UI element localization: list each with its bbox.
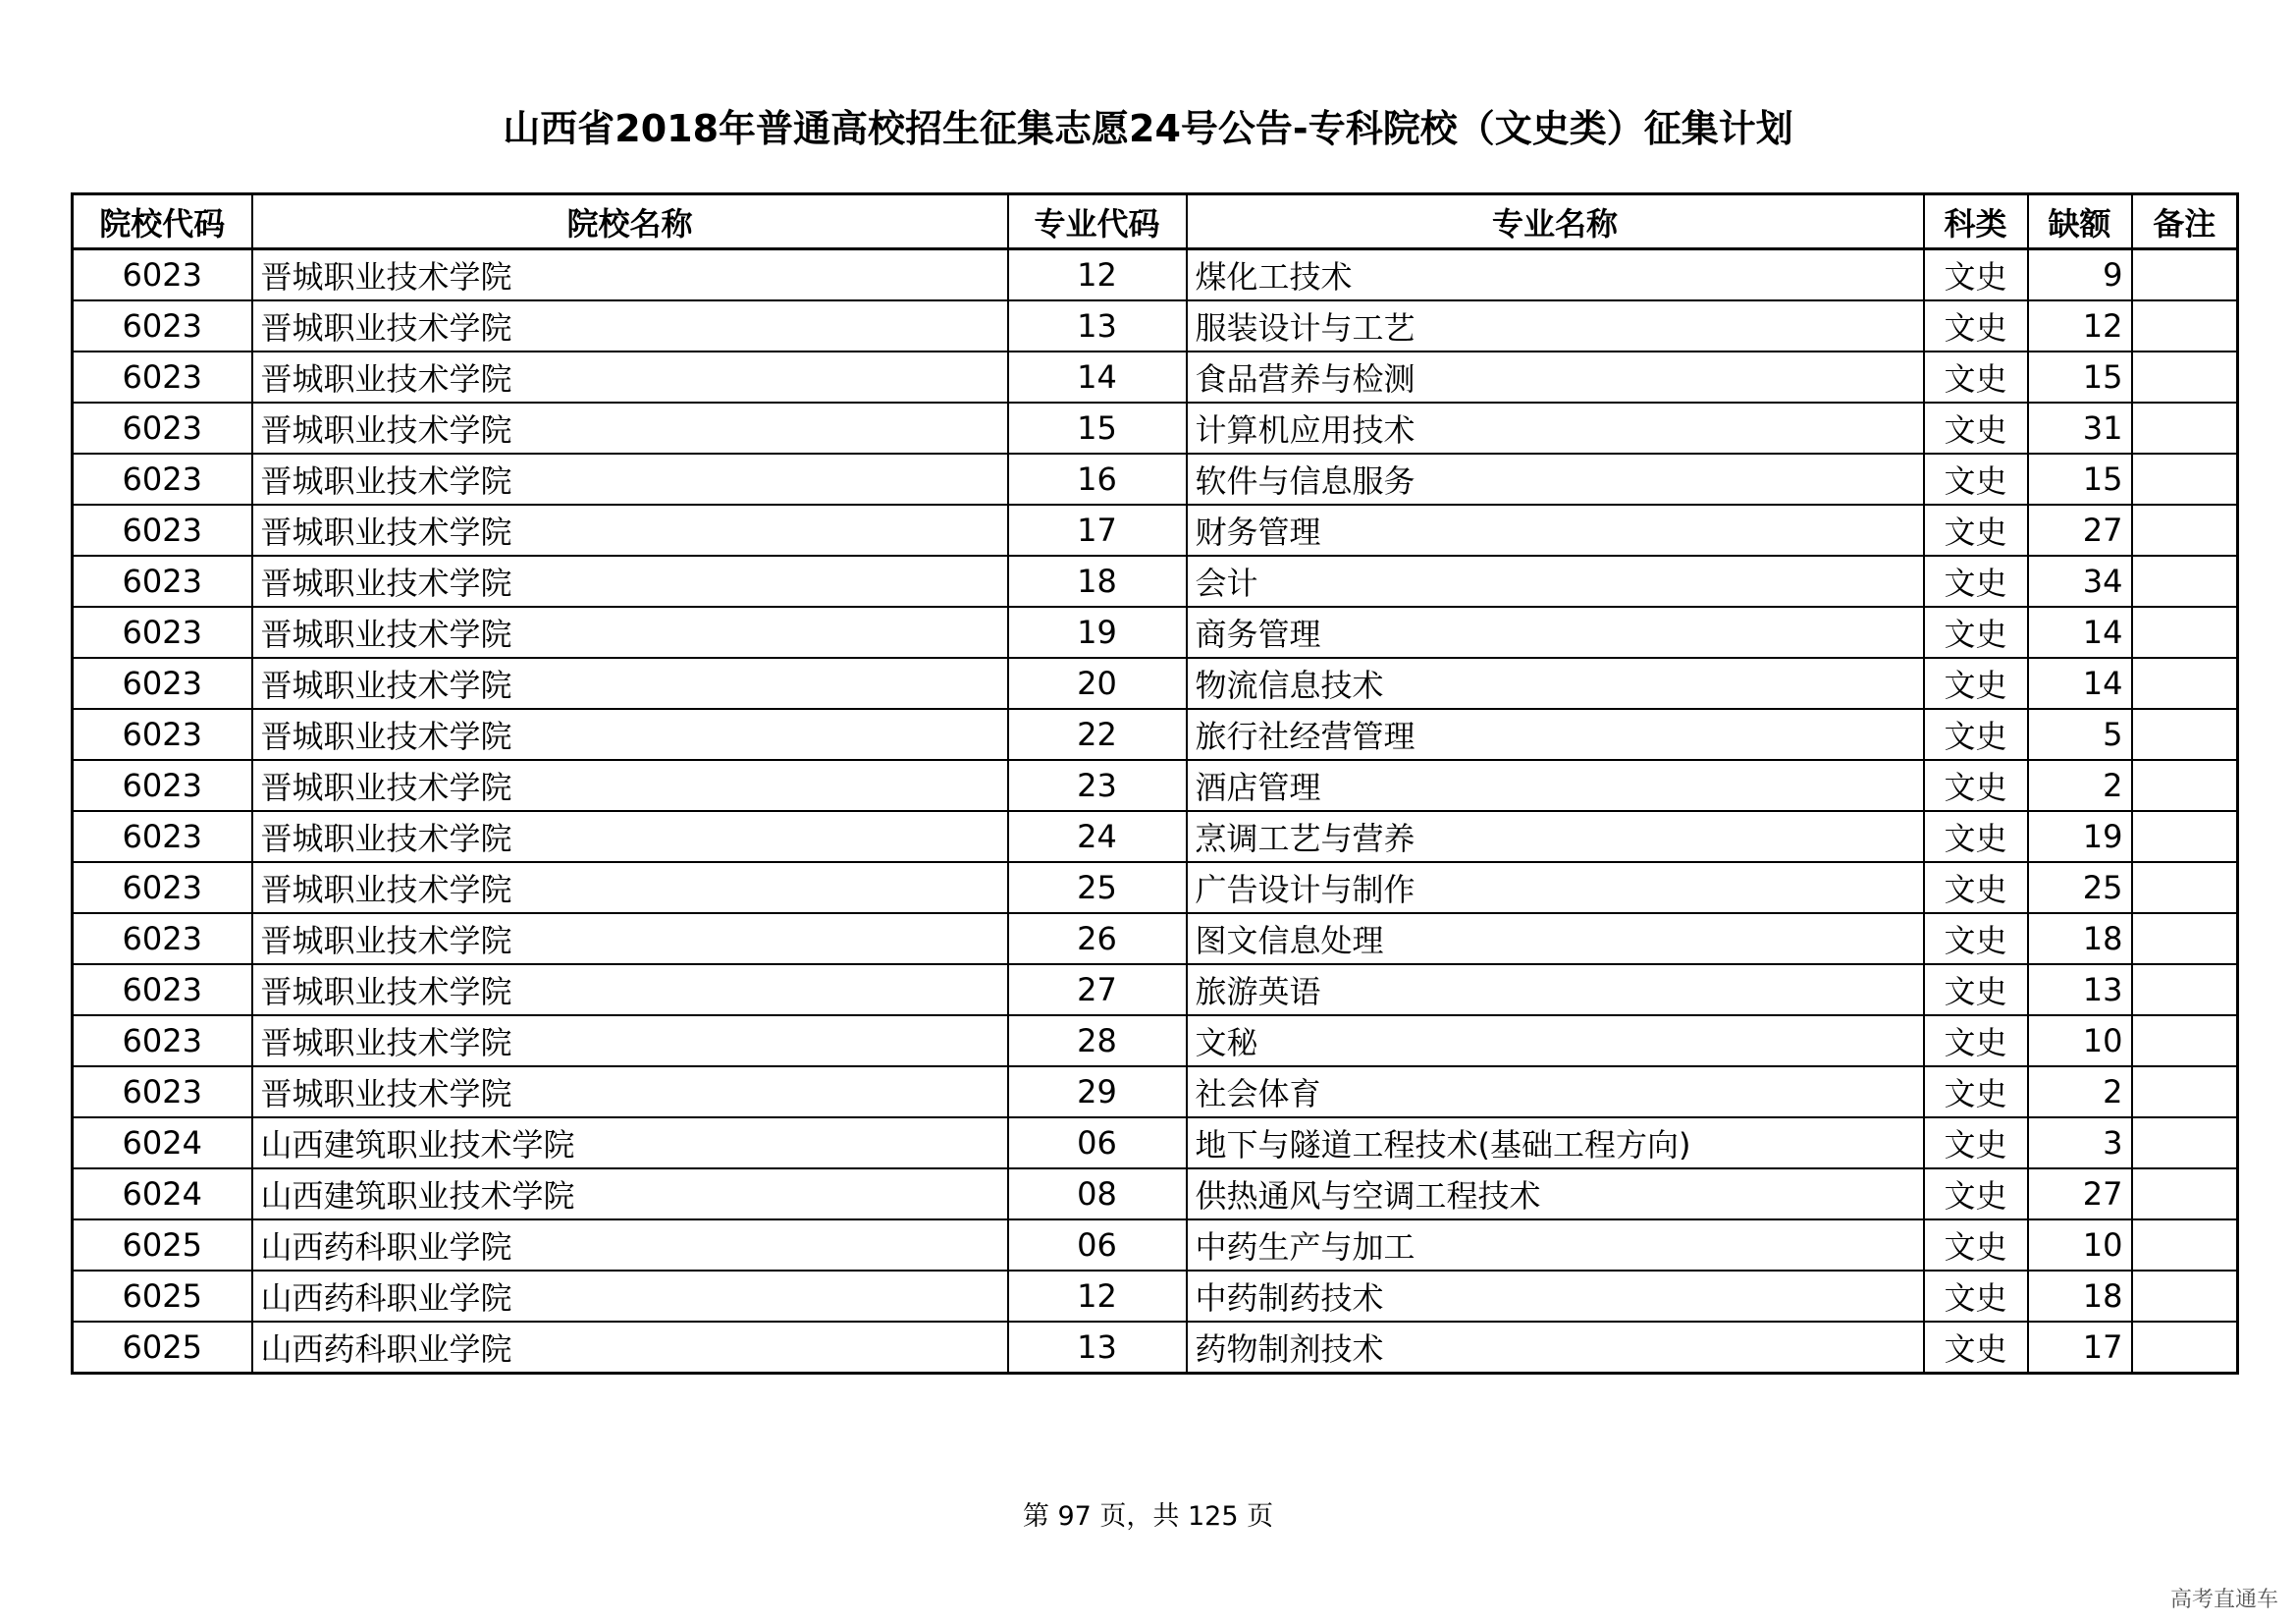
- major-code-cell: 19: [1008, 607, 1187, 658]
- vacancy-cell: 27: [2028, 1168, 2132, 1219]
- major-code-cell: 13: [1008, 300, 1187, 352]
- category-cell: 文史: [1924, 556, 2028, 607]
- vacancy-cell: 19: [2028, 811, 2132, 862]
- major-code-cell: 26: [1008, 913, 1187, 964]
- major-code-cell: 20: [1008, 658, 1187, 709]
- school-name-cell: 晋城职业技术学院: [252, 249, 1008, 301]
- note-cell: [2132, 964, 2238, 1015]
- category-cell: 文史: [1924, 1322, 2028, 1374]
- school-name-cell: 晋城职业技术学院: [252, 862, 1008, 913]
- vacancy-cell: 14: [2028, 607, 2132, 658]
- major-code-cell: 13: [1008, 1322, 1187, 1374]
- vacancy-cell: 10: [2028, 1015, 2132, 1066]
- table-row: [73, 913, 2238, 964]
- note-cell: [2132, 1322, 2238, 1374]
- school-code-cell: 6024: [73, 1168, 252, 1219]
- note-cell: [2132, 1117, 2238, 1168]
- category-cell: 文史: [1924, 607, 2028, 658]
- school-code-cell: 6025: [73, 1322, 252, 1374]
- note-cell: [2132, 760, 2238, 811]
- school-code-cell: 6023: [73, 1015, 252, 1066]
- major-name-cell: 财务管理: [1187, 505, 1924, 556]
- school-code-cell: 6023: [73, 249, 252, 301]
- note-cell: [2132, 454, 2238, 505]
- vacancy-cell: 12: [2028, 300, 2132, 352]
- school-name-cell: 晋城职业技术学院: [252, 505, 1008, 556]
- page-title: 山西省2018年普通高校招生征集志愿24号公告-专科院校（文史类）征集计划: [503, 107, 1793, 150]
- table-row: [73, 658, 2238, 709]
- school-code-cell: 6024: [73, 1117, 252, 1168]
- column-header-major-name: 专业名称: [1187, 194, 1924, 249]
- school-name-cell: 山西建筑职业技术学院: [252, 1117, 1008, 1168]
- category-cell: 文史: [1924, 454, 2028, 505]
- vacancy-cell: 9: [2028, 249, 2132, 301]
- category-cell: 文史: [1924, 862, 2028, 913]
- table-row: [73, 760, 2238, 811]
- major-code-cell: 29: [1008, 1066, 1187, 1117]
- school-name-cell: 山西药科职业学院: [252, 1322, 1008, 1374]
- school-code-cell: 6023: [73, 964, 252, 1015]
- school-code-cell: 6025: [73, 1271, 252, 1322]
- note-cell: [2132, 811, 2238, 862]
- note-cell: [2132, 709, 2238, 760]
- vacancy-cell: 27: [2028, 505, 2132, 556]
- school-code-cell: 6023: [73, 556, 252, 607]
- table-row: [73, 1066, 2238, 1117]
- school-name-cell: 晋城职业技术学院: [252, 658, 1008, 709]
- major-code-cell: 06: [1008, 1219, 1187, 1271]
- major-name-cell: 商务管理: [1187, 607, 1924, 658]
- school-name-cell: 山西建筑职业技术学院: [252, 1168, 1008, 1219]
- note-cell: [2132, 249, 2238, 301]
- school-name-cell: 晋城职业技术学院: [252, 352, 1008, 403]
- table-row: [73, 300, 2238, 352]
- major-name-cell: 食品营养与检测: [1187, 352, 1924, 403]
- category-cell: 文史: [1924, 760, 2028, 811]
- major-code-cell: 25: [1008, 862, 1187, 913]
- school-name-cell: 山西药科职业学院: [252, 1219, 1008, 1271]
- major-name-cell: 地下与隧道工程技术(基础工程方向): [1187, 1117, 1924, 1168]
- vacancy-cell: 15: [2028, 454, 2132, 505]
- major-name-cell: 中药制药技术: [1187, 1271, 1924, 1322]
- school-code-cell: 6023: [73, 403, 252, 454]
- school-code-cell: 6023: [73, 505, 252, 556]
- major-name-cell: 图文信息处理: [1187, 913, 1924, 964]
- vacancy-cell: 13: [2028, 964, 2132, 1015]
- school-code-cell: 6023: [73, 658, 252, 709]
- table-row: [73, 505, 2238, 556]
- category-cell: 文史: [1924, 249, 2028, 301]
- school-code-cell: 6023: [73, 300, 252, 352]
- table-header-row: [73, 194, 2238, 249]
- table-row: [73, 249, 2238, 301]
- major-name-cell: 会计: [1187, 556, 1924, 607]
- school-name-cell: 晋城职业技术学院: [252, 811, 1008, 862]
- table-row: [73, 1322, 2238, 1374]
- note-cell: [2132, 1015, 2238, 1066]
- table-row: [73, 964, 2238, 1015]
- school-name-cell: 晋城职业技术学院: [252, 403, 1008, 454]
- enrollment-plan-table: [71, 192, 2239, 1375]
- note-cell: [2132, 505, 2238, 556]
- column-header-category: 科类: [1924, 194, 2028, 249]
- table-body: [73, 249, 2238, 1374]
- category-cell: 文史: [1924, 1066, 2028, 1117]
- category-cell: 文史: [1924, 964, 2028, 1015]
- table-row: [73, 556, 2238, 607]
- major-code-cell: 23: [1008, 760, 1187, 811]
- major-name-cell: 旅游英语: [1187, 964, 1924, 1015]
- note-cell: [2132, 1066, 2238, 1117]
- category-cell: 文史: [1924, 403, 2028, 454]
- major-name-cell: 文秘: [1187, 1015, 1924, 1066]
- school-code-cell: 6023: [73, 811, 252, 862]
- note-cell: [2132, 403, 2238, 454]
- school-code-cell: 6023: [73, 607, 252, 658]
- major-code-cell: 12: [1008, 249, 1187, 301]
- table-row: [73, 862, 2238, 913]
- vacancy-cell: 2: [2028, 1066, 2132, 1117]
- vacancy-cell: 31: [2028, 403, 2132, 454]
- school-code-cell: 6023: [73, 352, 252, 403]
- vacancy-cell: 3: [2028, 1117, 2132, 1168]
- major-code-cell: 14: [1008, 352, 1187, 403]
- category-cell: 文史: [1924, 811, 2028, 862]
- table-row: [73, 1168, 2238, 1219]
- major-name-cell: 服装设计与工艺: [1187, 300, 1924, 352]
- school-code-cell: 6025: [73, 1219, 252, 1271]
- note-cell: [2132, 352, 2238, 403]
- major-code-cell: 16: [1008, 454, 1187, 505]
- column-header-school-name: 院校名称: [252, 194, 1008, 249]
- category-cell: 文史: [1924, 913, 2028, 964]
- category-cell: 文史: [1924, 658, 2028, 709]
- note-cell: [2132, 1168, 2238, 1219]
- note-cell: [2132, 556, 2238, 607]
- major-name-cell: 酒店管理: [1187, 760, 1924, 811]
- major-name-cell: 软件与信息服务: [1187, 454, 1924, 505]
- vacancy-cell: 18: [2028, 913, 2132, 964]
- major-code-cell: 08: [1008, 1168, 1187, 1219]
- school-code-cell: 6023: [73, 709, 252, 760]
- school-name-cell: 晋城职业技术学院: [252, 709, 1008, 760]
- major-name-cell: 烹调工艺与营养: [1187, 811, 1924, 862]
- vacancy-cell: 10: [2028, 1219, 2132, 1271]
- major-code-cell: 28: [1008, 1015, 1187, 1066]
- vacancy-cell: 18: [2028, 1271, 2132, 1322]
- category-cell: 文史: [1924, 1168, 2028, 1219]
- school-name-cell: 山西药科职业学院: [252, 1271, 1008, 1322]
- table-row: [73, 1219, 2238, 1271]
- major-name-cell: 广告设计与制作: [1187, 862, 1924, 913]
- school-name-cell: 晋城职业技术学院: [252, 964, 1008, 1015]
- table-row: [73, 709, 2238, 760]
- watermark: 高考直通车: [2169, 1588, 2278, 1612]
- table-row: [73, 403, 2238, 454]
- major-code-cell: 18: [1008, 556, 1187, 607]
- table-row: [73, 811, 2238, 862]
- note-cell: [2132, 1271, 2238, 1322]
- vacancy-cell: 17: [2028, 1322, 2132, 1374]
- category-cell: 文史: [1924, 1219, 2028, 1271]
- vacancy-cell: 15: [2028, 352, 2132, 403]
- column-header-note: 备注: [2132, 194, 2238, 249]
- column-header-vacancy: 缺额: [2028, 194, 2132, 249]
- vacancy-cell: 14: [2028, 658, 2132, 709]
- note-cell: [2132, 300, 2238, 352]
- table-row: [73, 607, 2238, 658]
- major-name-cell: 旅行社经营管理: [1187, 709, 1924, 760]
- school-name-cell: 晋城职业技术学院: [252, 1015, 1008, 1066]
- note-cell: [2132, 658, 2238, 709]
- major-code-cell: 17: [1008, 505, 1187, 556]
- school-name-cell: 晋城职业技术学院: [252, 454, 1008, 505]
- category-cell: 文史: [1924, 300, 2028, 352]
- vacancy-cell: 5: [2028, 709, 2132, 760]
- school-name-cell: 晋城职业技术学院: [252, 556, 1008, 607]
- category-cell: 文史: [1924, 352, 2028, 403]
- note-cell: [2132, 607, 2238, 658]
- page-number: 第 97 页，共 125 页: [1022, 1501, 1274, 1532]
- major-code-cell: 24: [1008, 811, 1187, 862]
- category-cell: 文史: [1924, 709, 2028, 760]
- table-row: [73, 454, 2238, 505]
- major-name-cell: 中药生产与加工: [1187, 1219, 1924, 1271]
- major-name-cell: 煤化工技术: [1187, 249, 1924, 301]
- table-row: [73, 352, 2238, 403]
- school-name-cell: 晋城职业技术学院: [252, 300, 1008, 352]
- vacancy-cell: 25: [2028, 862, 2132, 913]
- category-cell: 文史: [1924, 1015, 2028, 1066]
- table-row: [73, 1271, 2238, 1322]
- category-cell: 文史: [1924, 1117, 2028, 1168]
- vacancy-cell: 2: [2028, 760, 2132, 811]
- major-name-cell: 供热通风与空调工程技术: [1187, 1168, 1924, 1219]
- column-header-major-code: 专业代码: [1008, 194, 1187, 249]
- school-name-cell: 晋城职业技术学院: [252, 760, 1008, 811]
- table-row: [73, 1015, 2238, 1066]
- major-code-cell: 22: [1008, 709, 1187, 760]
- school-code-cell: 6023: [73, 1066, 252, 1117]
- major-code-cell: 12: [1008, 1271, 1187, 1322]
- major-name-cell: 物流信息技术: [1187, 658, 1924, 709]
- vacancy-cell: 34: [2028, 556, 2132, 607]
- school-code-cell: 6023: [73, 913, 252, 964]
- note-cell: [2132, 862, 2238, 913]
- note-cell: [2132, 1219, 2238, 1271]
- school-name-cell: 晋城职业技术学院: [252, 607, 1008, 658]
- major-code-cell: 27: [1008, 964, 1187, 1015]
- table-row: [73, 1117, 2238, 1168]
- major-name-cell: 计算机应用技术: [1187, 403, 1924, 454]
- column-header-school-code: 院校代码: [73, 194, 252, 249]
- category-cell: 文史: [1924, 1271, 2028, 1322]
- school-code-cell: 6023: [73, 454, 252, 505]
- school-name-cell: 晋城职业技术学院: [252, 1066, 1008, 1117]
- school-code-cell: 6023: [73, 862, 252, 913]
- note-cell: [2132, 913, 2238, 964]
- major-name-cell: 药物制剂技术: [1187, 1322, 1924, 1374]
- school-code-cell: 6023: [73, 760, 252, 811]
- school-name-cell: 晋城职业技术学院: [252, 913, 1008, 964]
- major-name-cell: 社会体育: [1187, 1066, 1924, 1117]
- major-code-cell: 06: [1008, 1117, 1187, 1168]
- major-code-cell: 15: [1008, 403, 1187, 454]
- category-cell: 文史: [1924, 505, 2028, 556]
